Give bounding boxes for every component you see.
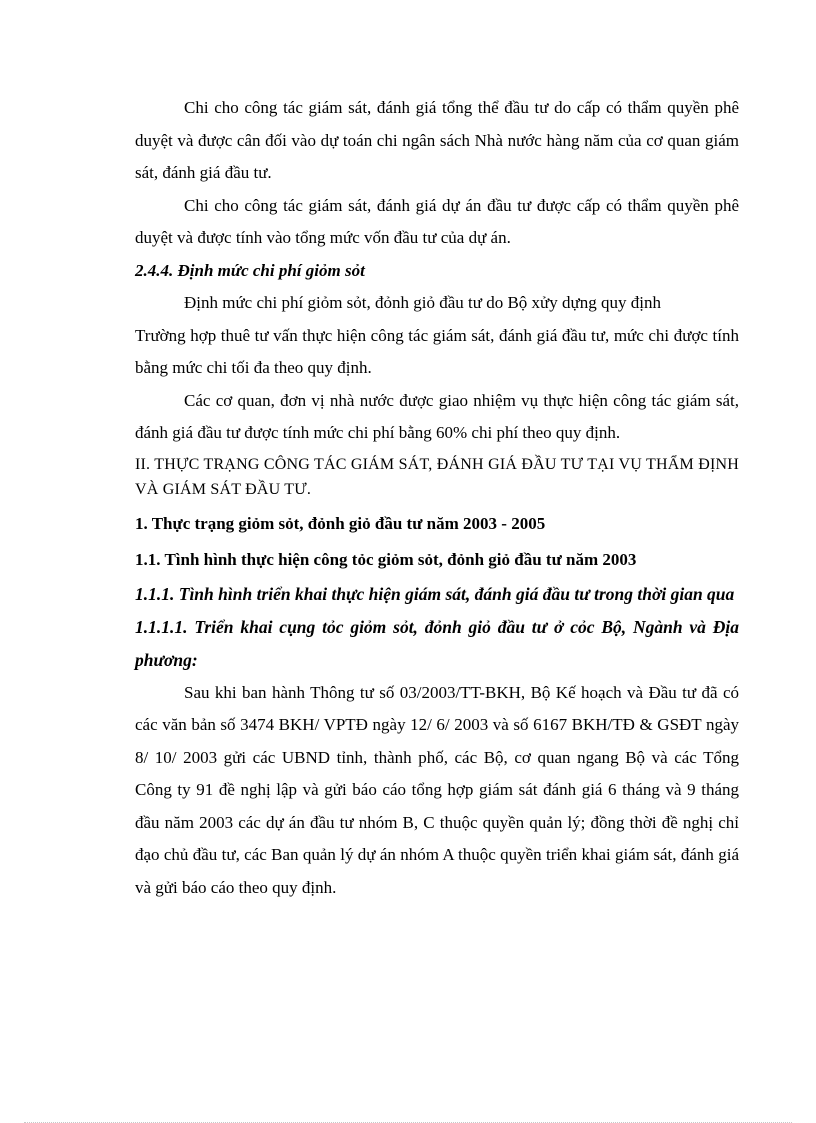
section-heading-1: 1. Thực trạng giỏm sỏt, đỏnh giỏ đầu tư năm 2003 - 2005 <box>135 513 546 533</box>
section-heading-1-1-1: 1.1.1. Tình hình triển khai thực hiện giám sát, đánh giá đầu tư trong thời gian qua <box>135 583 735 604</box>
document-body <box>135 92 739 904</box>
section-heading-1-1-1-1: 1.1.1.1. Triển khai cụng tỏc giỏm sỏt, đỏnh giỏ đầu tư ở cỏc Bộ, Ngành và Địa phương: <box>135 616 739 670</box>
paragraph: Định mức chi phí giỏm sỏt, đỏnh giỏ đầu tư do Bộ xửy dựng quy định <box>184 293 661 312</box>
paragraph: Sau khi ban hành Thông tư số 03/2003/TT-BKH, Bộ Kế hoạch và Đầu tư đã có các văn bản số 3474 BKH/ VPTĐ ngày 12/ 6/ 2003 và số 6167 BKH/TĐ & GSĐT ngày 8/ 10/ 2003 gửi các UBND tỉnh, thành phố, các Bộ, cơ quan ngang Bộ và các Tổng Công ty 91 đề nghị lập và gửi báo cáo tổng hợp giám sát đánh giá 6 tháng và 9 tháng đầu năm 2003 các dự án đầu tư nhóm B, C thuộc quyền quản lý; đồng thời đề nghị chỉ đạo chủ đầu tư, các Ban quản lý dự án nhóm A thuộc quyền triển khai giám sát, đánh giá và gửi báo cáo theo quy định. <box>135 682 739 897</box>
section-heading-2-4-4: 2.4.4. Định mức chi phí giỏm sỏt <box>135 260 365 280</box>
paragraph: Các cơ quan, đơn vị nhà nước được giao nhiệm vụ thực hiện công tác giám sát, đánh giá đầu tư được tính mức chi phí bằng 60% chi phí theo quy định. <box>135 390 739 442</box>
chapter-heading-II: II. THỰC TRẠNG CÔNG TÁC GIÁM SÁT, ĐÁNH GIÁ ĐẦU TƯ TẠI VỤ THẨM ĐỊNH VÀ GIÁM SÁT ĐẦU TƯ. <box>135 455 739 498</box>
paragraph: Trường hợp thuê tư vấn thực hiện công tác giám sát, đánh giá đầu tư, mức chi được tính bằng mức chi tối đa theo quy định. <box>135 325 739 377</box>
paragraph: Chi cho công tác giám sát, đánh giá dự án đầu tư được cấp có thẩm quyền phê duyệt và được tính vào tổng mức vốn đầu tư của dự án. <box>135 195 739 247</box>
section-heading-1-1: 1.1. Tình hình thực hiện công tỏc giỏm sỏt, đỏnh giỏ đầu tư năm 2003 <box>135 549 637 569</box>
paragraph: Chi cho công tác giám sát, đánh giá tổng thể đầu tư do cấp có thẩm quyền phê duyệt và được cân đối vào dự toán chi ngân sách Nhà nước hàng năm của cơ quan giám sát, đánh giá đầu tư. <box>135 98 739 182</box>
